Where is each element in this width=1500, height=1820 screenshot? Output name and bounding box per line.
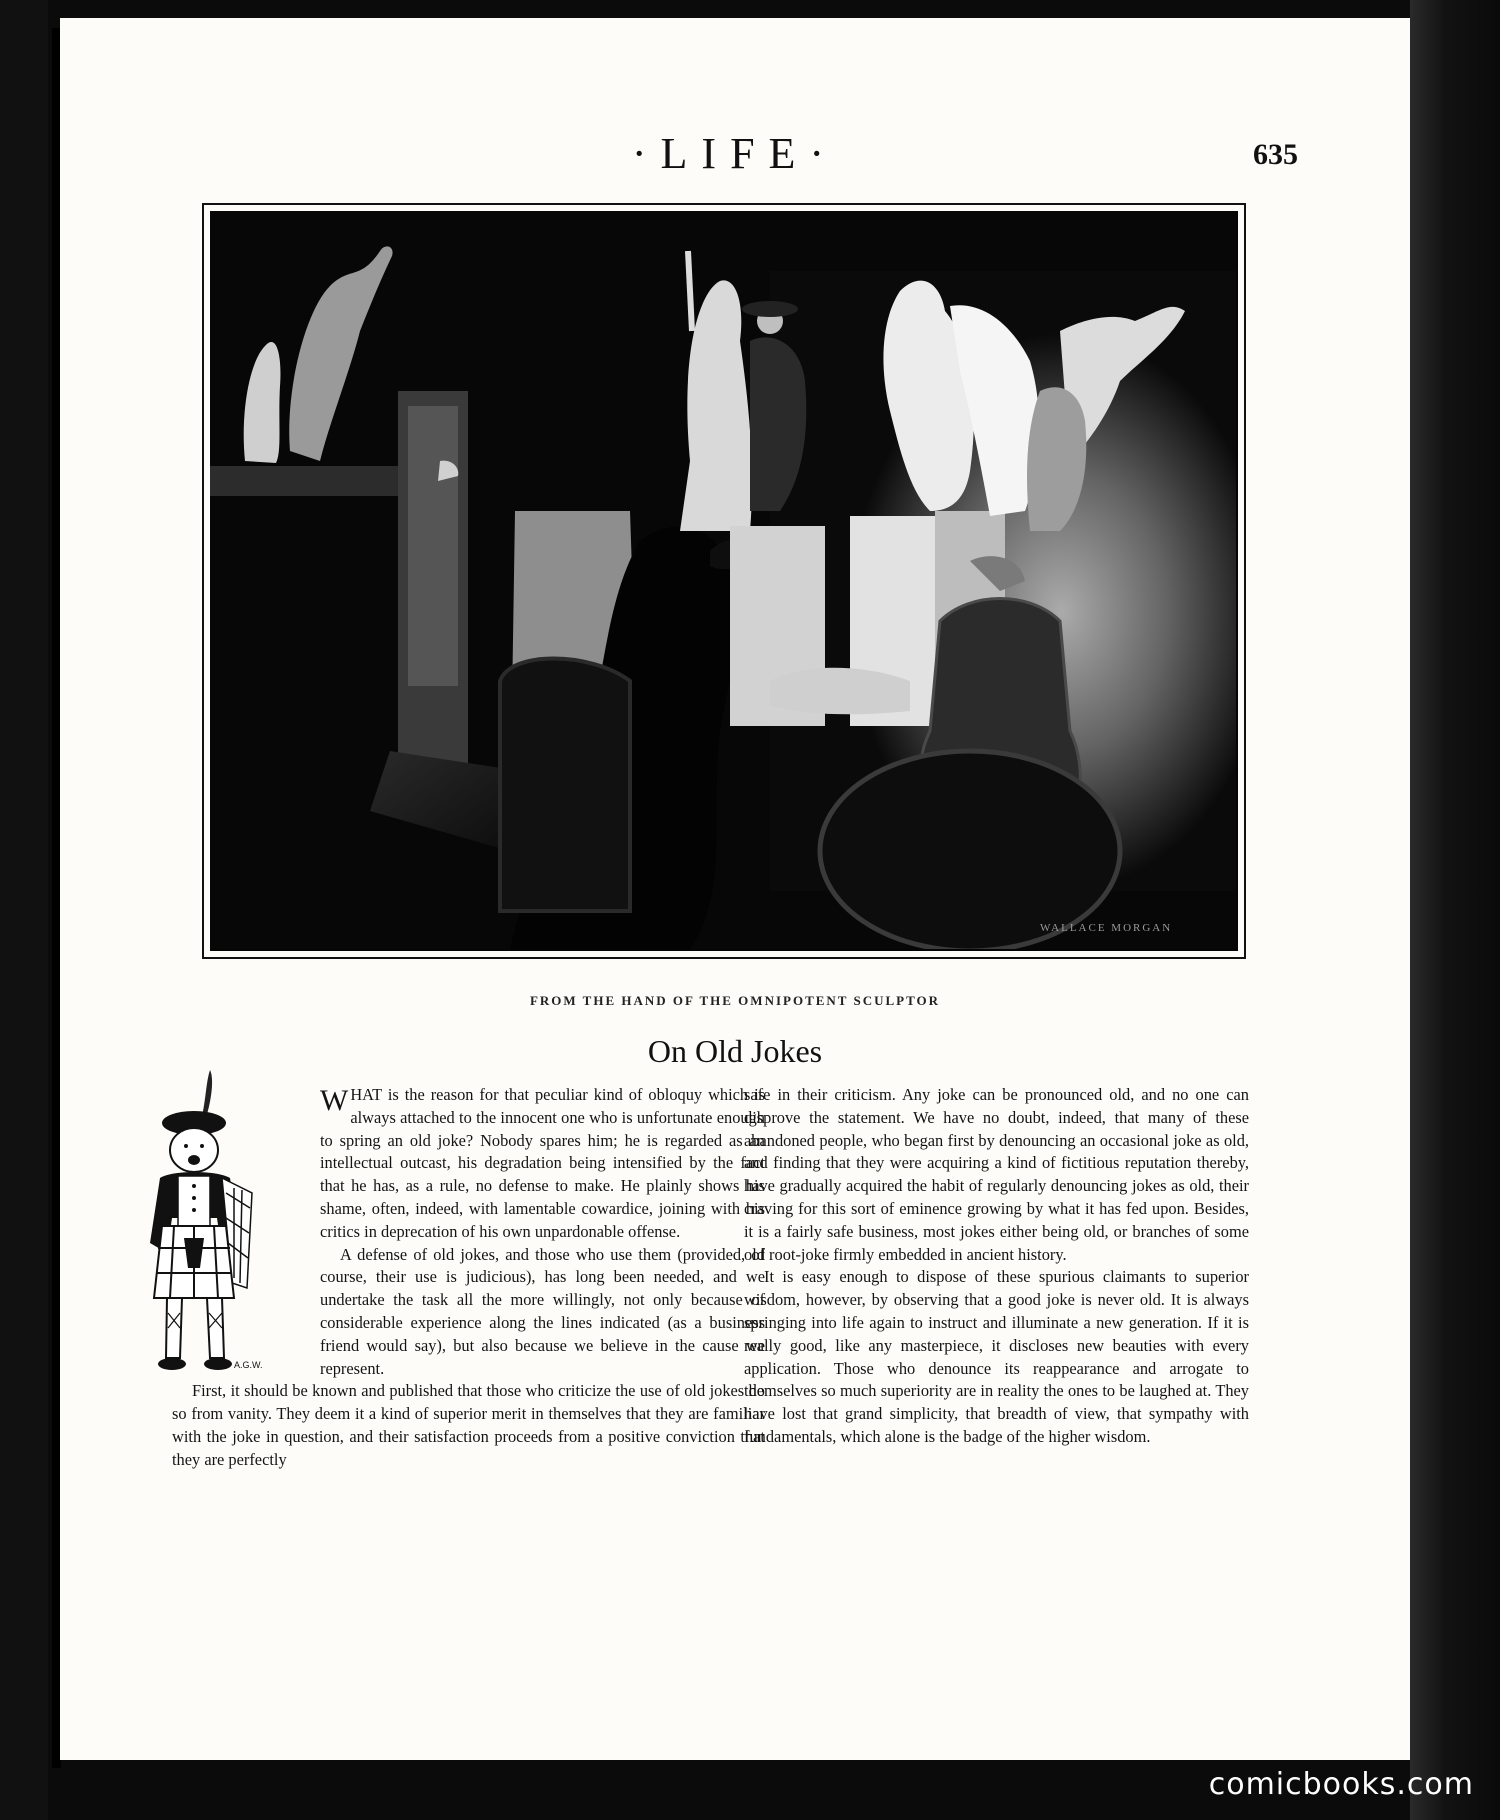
paragraph-3: First, it should be known and published that those who criticize the use of old jokes do so from vanity. They deem it a kind of superior merit in themselves that they are familiar with the joke in question, and their satisfaction proceeds from a positive conviction that they are perfectly bbox=[172, 1381, 765, 1469]
illustration-plate bbox=[202, 203, 1246, 959]
paragraph-1 bbox=[320, 1084, 765, 1244]
site-watermark: comicbooks.com bbox=[1208, 1767, 1474, 1802]
magazine-page bbox=[60, 18, 1410, 1760]
article-title: On Old Jokes bbox=[647, 1033, 823, 1069]
paragraph-4: safe in their criticism. Any joke can be pronounced old, and no one can disprove the statement. We have no doubt, indeed, that many of these abandoned people, who began first by denouncing an occasional joke as old, and finding that they were acquiring a kind of fictitious reputation thereby, have gradually acquired the habit of regularly denouncing jokes as old, their craving for this sort of eminence growing by what it has fed upon. Besides, it is a fairly safe business, most jokes either being old, or branches of some old root-joke firmly embedded in ancient history. bbox=[744, 1085, 1249, 1264]
paragraph-1-text: HAT is the reason for that peculiar kind of obloquy which is always attached to the innocent one who is unfortunate enough to spring an old joke? Nobody spares him; he is regarded as an intellectual outcast, his degradation being intensified by the fact that he has, as a rule, no defense to make. He plainly shows his shame, often, indeed, with lamentable cowardice, joining with his critics in deprecation of his own unpardonable offense. bbox=[320, 1085, 765, 1241]
scan-right-margin bbox=[1410, 0, 1500, 1820]
illustration-signature: WALLACE MORGAN bbox=[1040, 922, 1173, 934]
scan-left-margin bbox=[0, 0, 48, 1820]
article-left-column bbox=[172, 1084, 765, 1472]
paragraph-5: It is easy enough to dispose of these spurious claimants to superior wisdom, however, by observing that a good joke is never old. It is always springing into life again to instruct and illuminate a new generation. If it is really good, like any masterpiece, it discloses new beauties with every application. Those who denounce its reappearance and arrogate to themselves so much superiority are in reality the ones to be laughed at. They have lost that grand simplicity, that breadth of view, that sympathy with fundamentals, which alone is the badge of the higher wisdom. bbox=[744, 1267, 1249, 1446]
cartoon-signature: A.G.W. bbox=[234, 1360, 263, 1370]
drop-cap: W bbox=[320, 1084, 349, 1117]
article-right-column bbox=[744, 1084, 1249, 1449]
illustration bbox=[210, 211, 1238, 951]
illustration-caption: FROM THE HAND OF THE OMNIPOTENT SCULPTOR bbox=[529, 993, 941, 1008]
illustration-drawing bbox=[210, 211, 1236, 949]
page-number: 635 bbox=[1253, 138, 1298, 171]
masthead-title: ·LIFE· bbox=[631, 129, 839, 178]
paragraph-2: A defense of old jokes, and those who use them (provided, of course, their use is judicious), has long been needed, and we undertake the task all the more willingly, not only because of considerable experience along the lines indicated (as a business friend would say), but also because we believe in the cause we represent. bbox=[320, 1244, 765, 1378]
